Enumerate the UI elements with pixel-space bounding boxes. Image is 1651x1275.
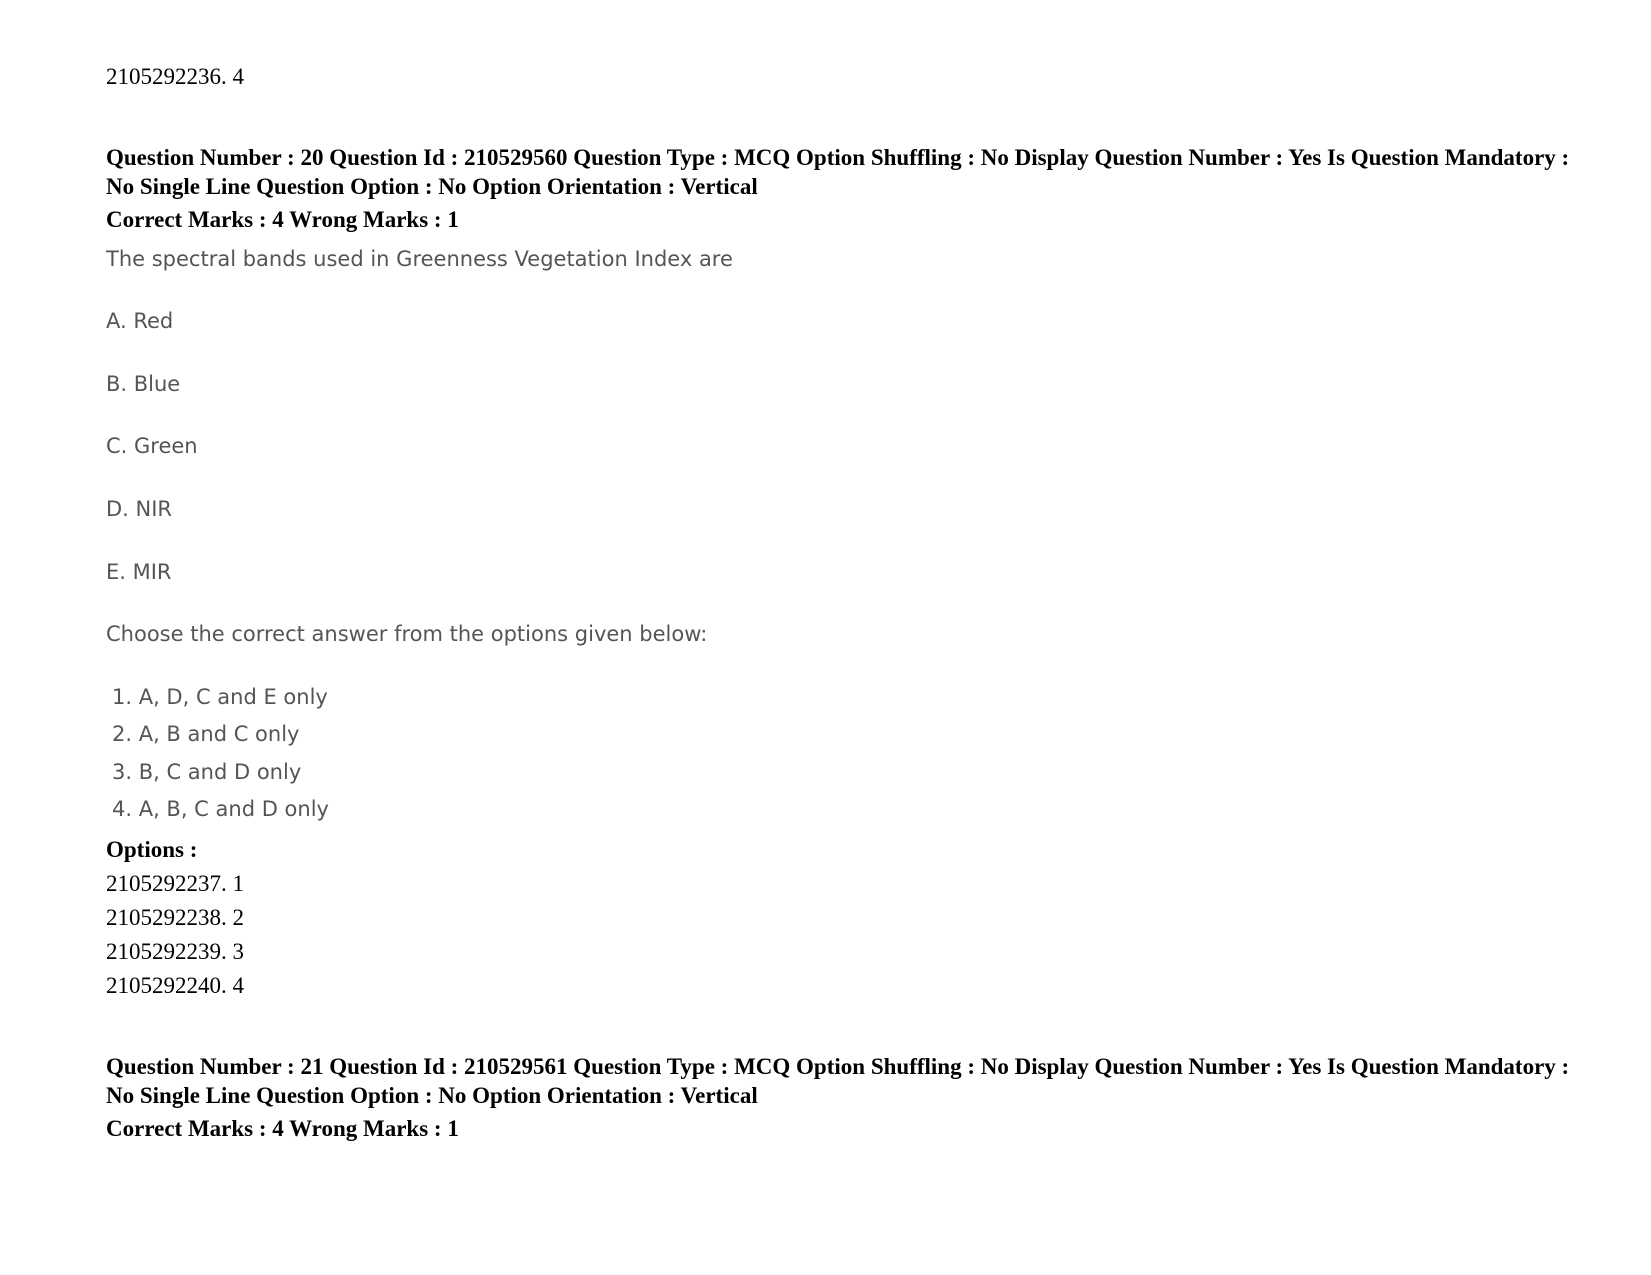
question-20-metadata: Question Number : 20 Question Id : 210529560 Question Type : MCQ Option Shuffling : No Display Question Number : Yes Is Question Mandatory : No Single Line Question Option : No Option Orientation : Vertical [106,145,1570,199]
option-id-3: 2105292239. 3 [106,939,244,964]
statement-b: B. Blue [106,372,181,396]
answer-choice-2: 2. A, B and C only [112,722,300,746]
statement-d: D. NIR [106,497,173,521]
question-20-text: The spectral bands used in Greenness Vegetation Index are [106,247,733,271]
previous-question-last-option: 2105292236. 4 [106,64,244,89]
answer-choice-4: 4. A, B, C and D only [112,797,329,821]
statement-c: C. Green [106,434,198,458]
options-label: Options : [106,837,198,862]
answer-choice-1: 1. A, D, C and E only [112,685,328,709]
option-id-4: 2105292240. 4 [106,973,244,998]
answer-choice-3: 3. B, C and D only [112,760,302,784]
question-21-marks: Correct Marks : 4 Wrong Marks : 1 [106,1116,459,1141]
question-20-marks: Correct Marks : 4 Wrong Marks : 1 [106,207,459,232]
statement-a: A. Red [106,309,174,333]
document-page [106,0,1586,1275]
statement-e: E. MIR [106,560,172,584]
question-21-metadata: Question Number : 21 Question Id : 210529561 Question Type : MCQ Option Shuffling : No Display Question Number : Yes Is Question Mandatory : No Single Line Question Option : No Option Orientation : Vertical [106,1054,1570,1108]
option-id-2: 2105292238. 2 [106,905,244,930]
question-20-instruction: Choose the correct answer from the options given below: [106,622,708,646]
option-id-1: 2105292237. 1 [106,871,244,896]
